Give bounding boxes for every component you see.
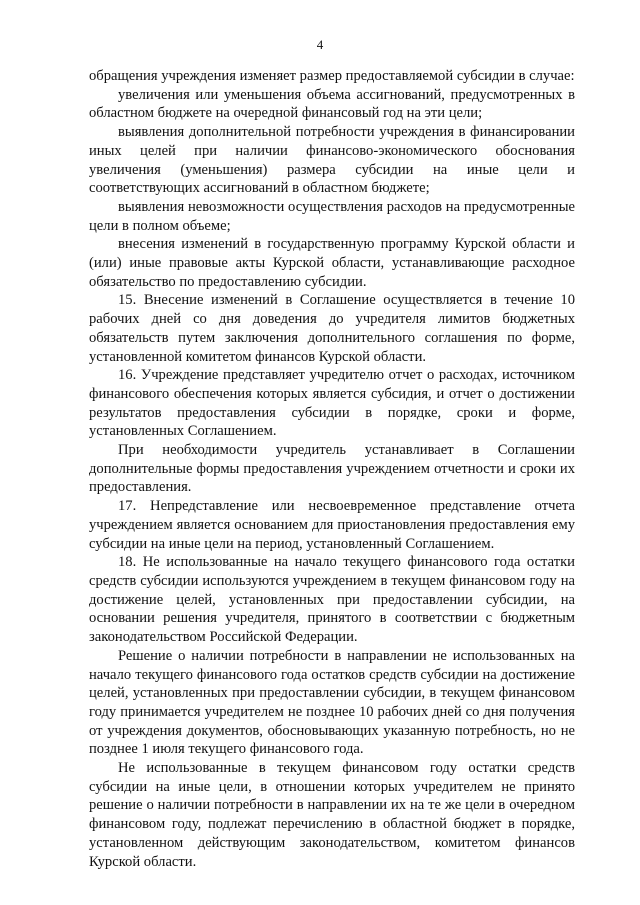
paragraph: обращения учреждения изменяет размер предоставляемой субсидии в случае: xyxy=(89,68,575,84)
paragraph: 17. Непредставление или несвоевременное представление отчета учреждением является основанием для приостановления предоставления ему субсидии на иные цели на период, установленный Соглашением. xyxy=(89,498,575,552)
paragraph: увеличения или уменьшения объема ассигнований, предусмотренных в областном бюджете на очередной финансовый год на эти цели; xyxy=(89,86,575,122)
paragraph: выявления дополнительной потребности учреждения в финансировании иных целей при наличии финансово-экономического обоснования увеличения (уменьшения) размера субсидии на иные цели и соответствующих ассигнований в областном бюджете; xyxy=(89,124,575,197)
paragraph: внесения изменений в государственную программу Курской области и (или) иные правовые акты Курской области, устанавливающие расходное обязательство по предоставлению субсидии. xyxy=(89,236,575,290)
document-body xyxy=(89,67,575,871)
paragraph: выявления невозможности осуществления расходов на предусмотренные цели в полном объеме; xyxy=(89,198,575,234)
paragraph: 15. Внесение изменений в Соглашение осуществляется в течение 10 рабочих дней со дня доведения до учредителя лимитов бюджетных обязательств путем заключения дополнительного соглашения по форме, установленной комитетом финансов Курской области. xyxy=(89,292,575,365)
page-number: 4 xyxy=(316,37,324,52)
paragraph: Не использованные в текущем финансовом году остатки средств субсидии на иные цели, в отношении которых учредителем не принято решение о наличии потребности в направлении их на те же цели в очередном финансовом году, подлежат перечислению в областной бюджет в порядке, установленном действующим законодательством, комитетом финансов Курской области. xyxy=(89,760,575,870)
paragraph: При необходимости учредитель устанавливает в Соглашении дополнительные формы предоставления учреждением отчетности и сроки их предоставления. xyxy=(89,442,575,496)
paragraph: 16. Учреждение представляет учредителю отчет о расходах, источником финансового обеспечения которых является субсидия, и отчет о достижении результатов предоставления субсидии в порядке, сроки и форме, установленных Соглашением. xyxy=(89,367,575,440)
paragraph: 18. Не использованные на начало текущего финансового года остатки средств субсидии используются учреждением в текущем финансовом году на достижение целей, установленных при предоставлении субсидии, на основании решения учредителя, принятого в соответствии с бюджетным законодательством Российской Федерации. xyxy=(89,554,575,646)
paragraph: Решение о наличии потребности в направлении не использованных на начало текущего финансового года остатков средств субсидии на достижение целей, установленных при предоставлении субсидии, в текущем финансовом году принимается учредителем не позднее 10 рабочих дней со дня получения от учреждения документов, обосновывающих указанную потребность, но не позднее 1 июля текущего финансового года. xyxy=(89,647,575,758)
